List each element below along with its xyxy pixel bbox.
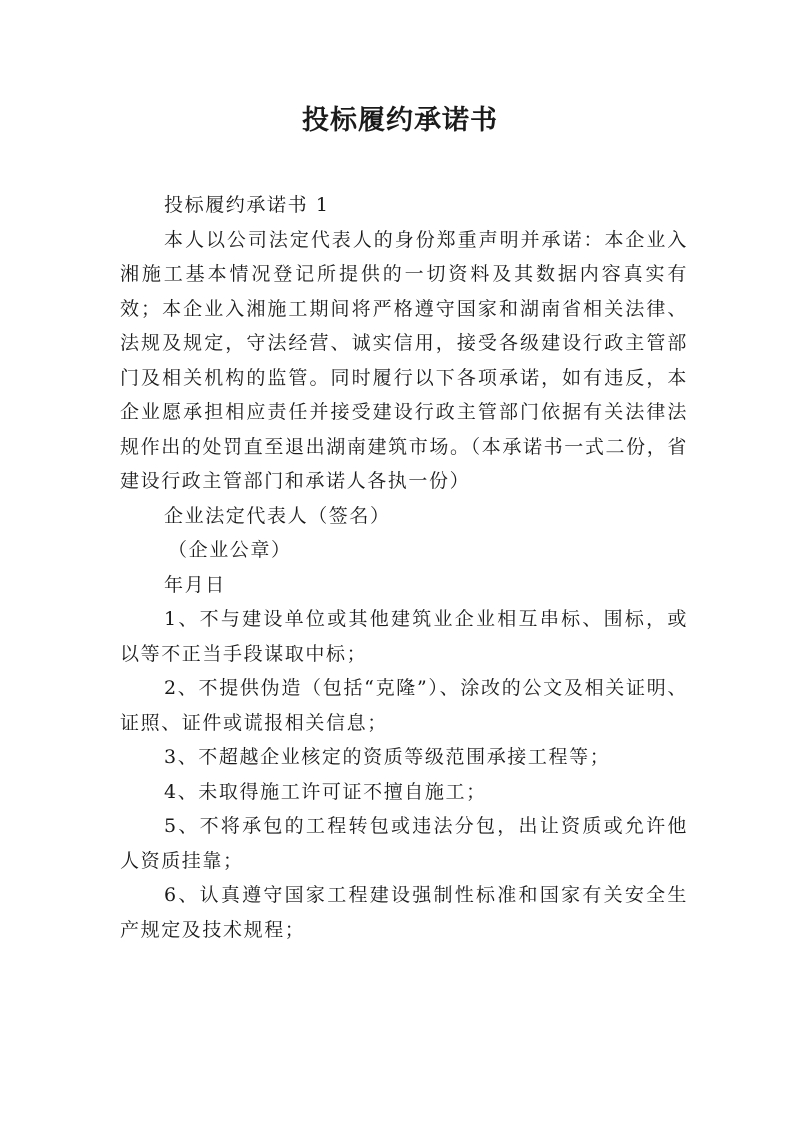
paragraph-signature-line: 企业法定代表人（签名） — [164, 504, 391, 527]
commitment-item-6: 6、认真遵守国家工程建设强制性标准和国家有关安全生产规定及技术规程； — [120, 884, 688, 941]
commitment-item-2: 2、不提供伪造（包括“克隆”）、涂改的公文及相关证明、证照、证件或谎报相关信息； — [120, 677, 688, 734]
paragraph-declaration: 本人以公司法定代表人的身份郑重声明并承诺：本企业入湘施工基本情况登记所提供的一切资料及其数据内容真实有效；本企业入湘施工期间将严格遵守国家和湖南省相关法律、法规及规定，守法经营、诚实信用，接受各级建设行政主管部门及相关机构的监管。同时履行以下各项承诺，如有违反，本企业愿承担相应责任并接受建设行政主管部门依据有关法律法规作出的处罚直至退出湖南建筑市场。（本承诺书一式二份，省建设行政主管部门和承诺人各执一份） — [120, 228, 688, 492]
commitment-item-4: 4、未取得施工许可证不擅自施工； — [164, 780, 487, 803]
paragraph-heading: 投标履约承诺书 1 — [164, 194, 330, 216]
paragraph-company-seal: （企业公章） — [168, 539, 292, 561]
commitment-item-1: 1、不与建设单位或其他建筑业企业相互串标、围标，或以等不正当手段谋取中标； — [120, 608, 688, 665]
document-body — [120, 188, 688, 947]
paragraph-date: 年月日 — [164, 573, 226, 596]
document-title: 投标履约承诺书 — [302, 105, 498, 136]
commitment-item-5: 5、不将承包的工程转包或违法分包，出让资质或允许他人资质挂靠； — [120, 815, 688, 872]
commitment-item-3: 3、不超越企业核定的资质等级范围承接工程等； — [164, 746, 611, 768]
